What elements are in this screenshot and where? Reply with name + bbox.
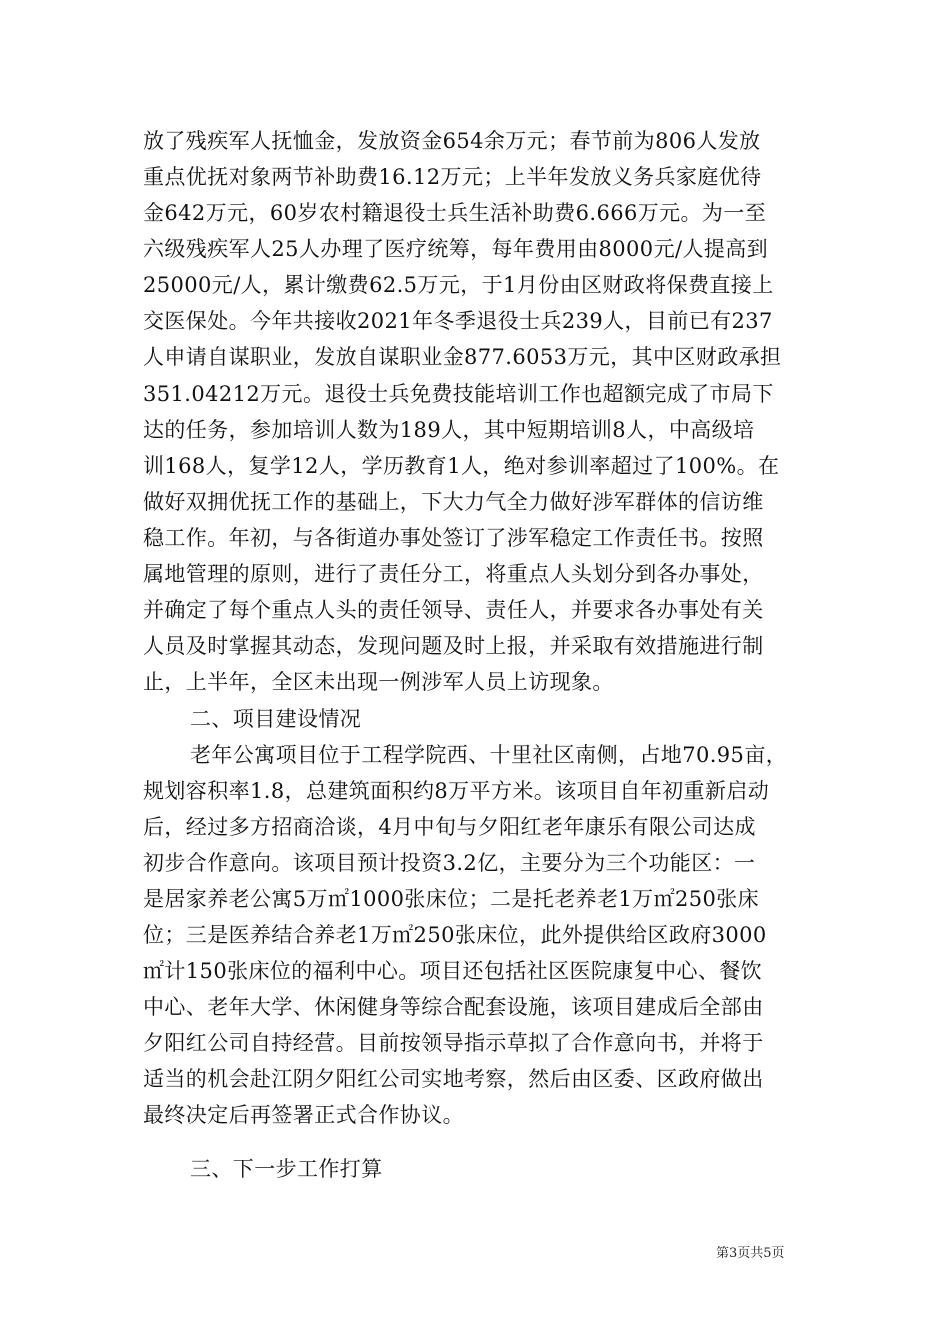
paragraph-line: 初步合作意向。该项目预计投资3.2亿，主要分为三个功能区：一 (143, 851, 756, 875)
paragraph-line: 六级残疾军人25人办理了医疗统筹，每年费用由8000元/人提高到 (143, 237, 769, 261)
paragraph-line: 老年公寓项目位于工程学院西、十里社区南侧，占地70.95亩， (190, 743, 788, 767)
paragraph-line: 规划容积率1.8，总建筑面积约8万平方米。该项目自年初重新启动 (143, 779, 770, 803)
paragraph-line: 后，经过多方招商洽谈，4月中旬与夕阳红老年康乐有限公司达成 (143, 815, 756, 839)
paragraph-line: ㎡计150张床位的福利中心。项目还包括社区医院康复中心、餐饮 (143, 959, 763, 983)
paragraph-line: 做好双拥优抚工作的基础上，下大力气全力做好涉军群体的信访维 (143, 490, 764, 514)
paragraph-line: 金642万元，60岁农村籍退役士兵生活补助费6.666万元。为一至 (143, 201, 767, 225)
paragraph-line: 最终决定后再签署正式合作协议。 (143, 1103, 464, 1127)
paragraph-line: 稳工作。年初，与各街道办事处签订了涉军稳定工作责任书。按照 (143, 526, 764, 550)
paragraph-line: 达的任务，参加培训人数为189人，其中短期培训8人，中高级培 (143, 418, 755, 442)
paragraph-line: 中心、老年大学、休闲健身等综合配套设施，该项目建成后全部由 (143, 995, 764, 1019)
paragraph-line: 夕阳红公司自持经营。目前按领导指示草拟了合作意向书，并将于 (143, 1031, 764, 1055)
section-heading: 二、项目建设情况 (190, 707, 362, 731)
section-heading: 三、下一步工作打算 (190, 1157, 383, 1181)
paragraph-line: 交医保处。今年共接收2021年冬季退役士兵239人，目前已有237 (143, 309, 773, 333)
paragraph-line: 25000元/人，累计缴费62.5万元，于1月份由区财政将保费直接上 (143, 273, 774, 297)
paragraph-line: 属地管理的原则，进行了责任分工，将重点人头划分到各办事处， (143, 562, 764, 586)
paragraph-line: 并确定了每个重点人头的责任领导、责任人，并要求各办事处有关 (143, 598, 764, 622)
paragraph-line: 人申请自谋职业，发放自谋职业金877.6053万元，其中区财政承担 (143, 345, 782, 369)
paragraph-line: 是居家养老公寓5万㎡1000张床位；二是托老养老1万㎡250张床 (143, 887, 760, 911)
paragraph-line: 适当的机会赴江阴夕阳红公司实地考察，然后由区委、区政府做出 (143, 1067, 764, 1091)
paragraph-line: 重点优抚对象两节补助费16.12万元；上半年发放义务兵家庭优待 (143, 165, 762, 189)
page-number: 第3页共5页 (716, 1246, 785, 1261)
paragraph-line: 放了残疾军人抚恤金，发放资金654余万元；春节前为806人发放 (143, 129, 761, 153)
paragraph-line: 人员及时掌握其动态，发现问题及时上报，并采取有效措施进行制 (143, 634, 764, 658)
paragraph-line: 训168人，复学12人，学历教育1人，绝对参训率超过了100%。在 (143, 454, 780, 478)
paragraph-line: 351.04212万元。退役士兵免费技能培训工作也超额完成了市局下 (143, 382, 774, 406)
paragraph-line: 止，上半年，全区未出现一例涉军人员上访现象。 (143, 670, 614, 694)
paragraph-line: 位；三是医养结合养老1万㎡250张床位，此外提供给区政府3000 (143, 923, 767, 947)
